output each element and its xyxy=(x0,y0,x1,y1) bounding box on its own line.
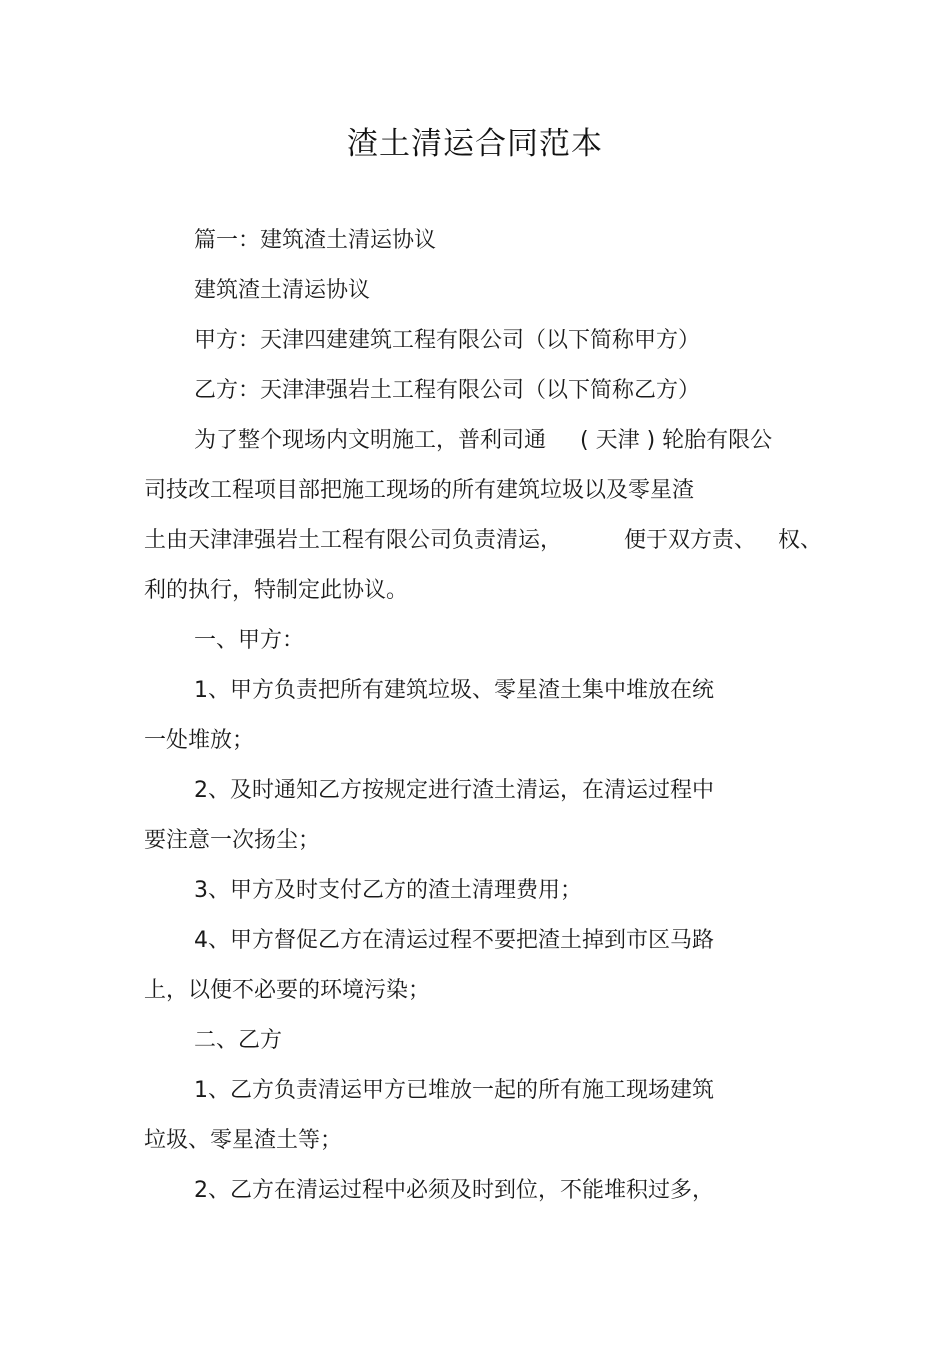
intro-paragraph-line-3 xyxy=(144,526,822,556)
party-a-item-3: 3、甲方及时支付乙方的渣土清理费用； xyxy=(194,878,582,903)
intro-paragraph-line-4: 利的执行，特制定此协议。 xyxy=(144,578,409,603)
party-a-item-4-line-1: 4、甲方督促乙方在清运过程不要把渣土掉到市区马路 xyxy=(194,928,714,953)
intro-text-segment: 权、 xyxy=(778,528,823,553)
party-a-item-1-line-2: 一处堆放； xyxy=(144,728,255,753)
intro-paragraph-line-1 xyxy=(194,426,772,456)
intro-text-segment: 便于双方责、 xyxy=(624,528,757,553)
party-a-section-heading: 一、甲方： xyxy=(194,628,305,653)
party-a-item-4-line-2: 上，以便不必要的环境污染； xyxy=(144,978,431,1003)
party-a-item-2-line-2: 要注意一次扬尘； xyxy=(144,828,321,853)
document-title: 渣土清运合同范本 xyxy=(347,126,603,162)
party-a-line: 甲方：天津四建建筑工程有限公司（以下简称甲方） xyxy=(194,328,701,353)
party-a-item-1-line-1: 1、甲方负责把所有建筑垃圾、零星渣土集中堆放在统 xyxy=(194,678,714,703)
intro-paragraph-line-2: 司技改工程项目部把施工现场的所有建筑垃圾以及零星渣 xyxy=(144,478,695,503)
party-b-line: 乙方：天津津强岩土工程有限公司（以下简称乙方） xyxy=(194,378,701,403)
intro-text-segment: ( 天津 ) 轮胎有限公 xyxy=(580,428,773,453)
party-b-item-1-line-1: 1、乙方负责清运甲方已堆放一起的所有施工现场建筑 xyxy=(194,1078,714,1103)
intro-text-segment: 为了整个现场内文明施工，普利司通 xyxy=(194,428,547,453)
party-b-section-heading: 二、乙方 xyxy=(194,1028,283,1053)
party-b-item-2-line-1: 2、乙方在清运过程中必须及时到位，不能堆积过多， xyxy=(194,1178,714,1203)
party-b-item-1-line-2: 垃圾、零星渣土等； xyxy=(144,1128,343,1153)
agreement-subtitle: 建筑渣土清运协议 xyxy=(194,278,371,303)
section-heading: 篇一：建筑渣土清运协议 xyxy=(194,228,437,253)
intro-text-segment: 土由天津津强岩土工程有限公司负责清运， xyxy=(144,528,563,553)
party-a-item-2-line-1: 2、及时通知乙方按规定进行渣土清运，在清运过程中 xyxy=(194,778,714,803)
